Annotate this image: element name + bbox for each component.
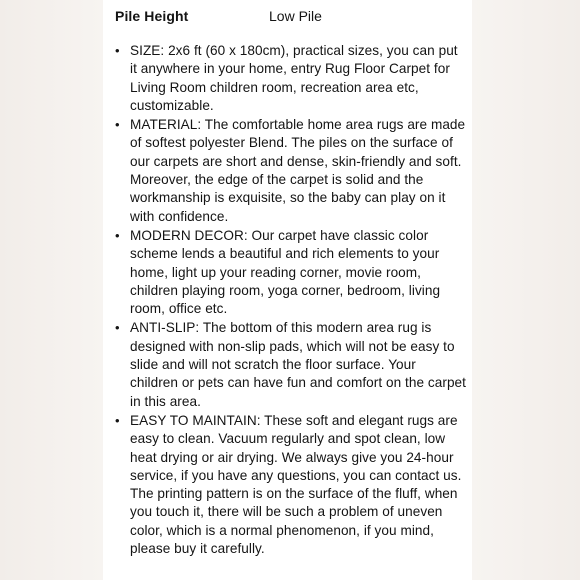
bullet-icon: • <box>115 320 120 336</box>
feature-bullet-size <box>115 42 466 115</box>
feature-bullet-text: EASY TO MAINTAIN: These soft and elegant rugs are easy to clean. Vacuum regularly and spot clean, low heat drying or air drying. We always give you 24-hour service, if you have any questions, you can contact us. The printing pattern is on the surface of the fluff, when you touch it, there will be such a problem of uneven color, which is a normal phenomenon, if you mind, please buy it carefully. <box>130 412 462 557</box>
feature-bullet-material <box>115 116 466 226</box>
spec-row-pile-height <box>115 8 466 30</box>
bullet-icon: • <box>115 43 120 58</box>
bullet-icon: • <box>115 227 120 243</box>
feature-bullet-easy-to-maintain <box>115 412 466 558</box>
feature-bullet-text: MODERN DECOR: Our carpet have classic color scheme lends a beautiful and rich elements to your home, light up your reading corner, movie room, children playing room, yoga corner, bedroom, living room, office etc. <box>130 227 441 317</box>
product-description-panel <box>103 0 472 580</box>
feature-bullet-text: MATERIAL: The comfortable home area rugs are made of softest polyester Blend. The piles on the surface of our carpets are short and dense, skin-friendly and soft. Moreover, the edge of the carpet is solid and the workmanship is exquisite, so the baby can play on it with confidence. <box>130 117 466 224</box>
bullet-icon: • <box>115 117 120 133</box>
bullet-icon: • <box>115 412 120 428</box>
feature-bullet-list <box>115 42 466 558</box>
feature-bullet-modern-decor <box>115 227 466 318</box>
right-background-margin <box>472 0 580 580</box>
left-background-margin <box>0 0 103 580</box>
feature-bullet-text: ANTI-SLIP: The bottom of this modern area rug is designed with non-slip pads, which will not be easy to slide and will not scratch the floor surface. Your children or pets can have fun and comfort on the carpet in this area. <box>130 320 466 409</box>
feature-bullet-anti-slip <box>115 319 466 410</box>
spec-value: Low Pile <box>269 8 322 24</box>
spec-label: Pile Height <box>115 8 189 24</box>
feature-bullet-text: SIZE: 2x6 ft (60 x 180cm), practical sizes, you can put it anywhere in your home, entry Rug Floor Carpet for Living Room children room, recreation area etc, customizable. <box>130 43 458 113</box>
